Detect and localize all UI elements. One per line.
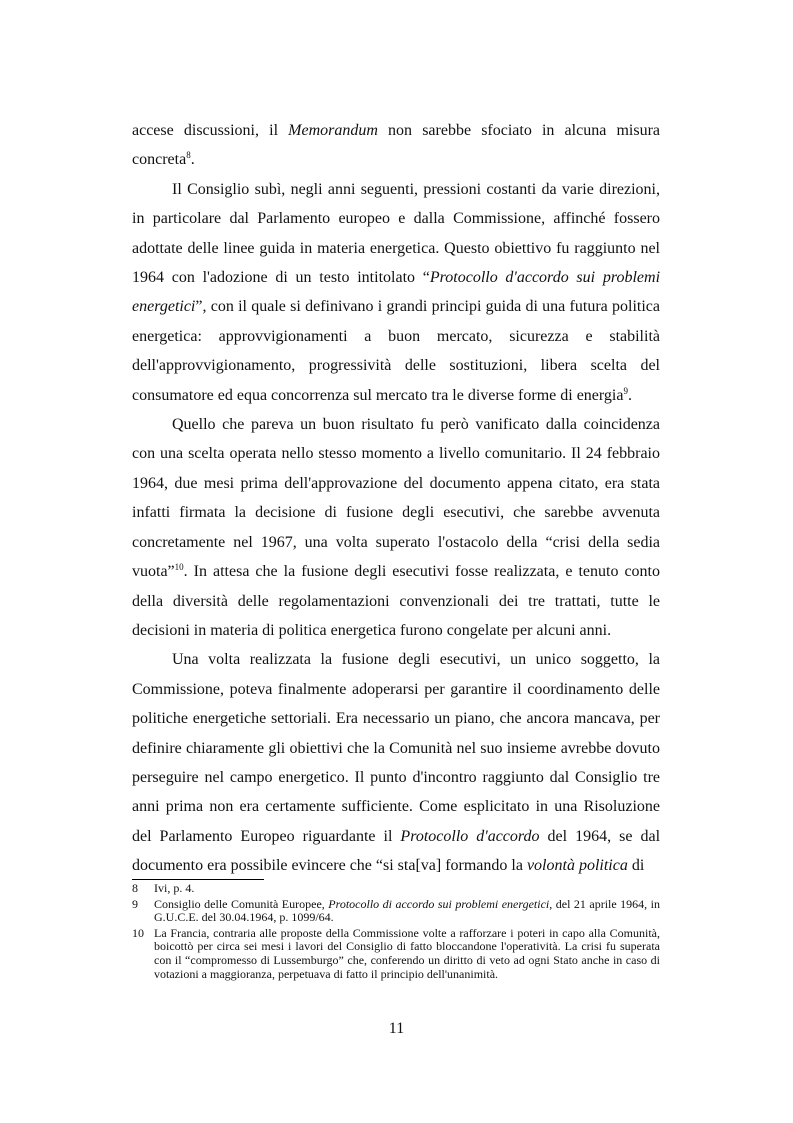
footnote-text: Consiglio delle Comunità Europee, Protocollo di accordo sui problemi energetici, del 21 aprile 1964, in G.U.C.E. del 30.04.1964, p. 1099/64. [154,896,661,925]
footnote-separator [132,879,264,880]
paragraph-1: accese discussioni, il Memorandum non sarebbe sfociato in alcuna misura concreta$^8$. [132,122,660,169]
body-text [132,116,660,881]
footnote-8 [132,882,660,896]
paragraph-4: Una volta realizzata la fusione degli esecutivi, un unico soggetto, la Commissione, poteva finalmente adoperarsi per garantire il coordinamento delle politiche energetiche settoriali. Era necessario un piano, che ancora mancava, per definire chiaramente gli obiettivi che la Comunità nel suo insieme avrebbe dovuto perseguire nel campo energetico. Il punto d'incontro raggiunto dal Consiglio tre anni prima non era certamente sufficiente. Come esplicitato in una Risoluzione del Parlamento Europeo riguardante il Protocollo d'accordo del 1964, se dal documento era possibile evincere che “si sta[va] formando la volontà politica di [132,651,661,875]
footnote-ref-10[interactable]: 10 [174,562,184,573]
footnotes [132,882,660,983]
footnote-text: La Francia, contraria alle proposte della Commissione volte a rafforzare i poteri in capo alla Comunità, boicottò per circa sei mesi i lavori del Consiglio di fatto bloccandone l'operatività. La crisi fu superata con il “compromesso di Lussemburgo” che, conferendo un diritto di veto ad ogni Stato anche in caso di votazioni a maggioranza, perpetuava di fatto il principio dell'unanimità. [154,925,660,981]
footnote-ref-8[interactable]: 8 [186,150,191,161]
footnote-number: 9 [132,896,138,911]
footnote-10 [132,927,660,981]
paragraph-3: Quello che pareva un buon risultato fu però vanificato dalla coincidenza con una scelta operata nello stesso momento a livello comunitario. Il 24 febbraio 1964, due mesi prima dell'approvazione del documento appena citato, era stata infatti firmata la decisione di fusione degli esecutivi, che sarebbe avvenuta concretamente nel 1967, una volta superato l'ostacolo della “crisi della sedia vuota”$^{10}$. In attesa che la fusione degli esecutivi fosse realizzata, e tenuto conto della diversità delle regolamentazioni convenzionali dei tre trattati, tutte le decisioni in materia di politica energetica furono congelate per alcuni anni. [132,416,660,639]
footnote-text: Ivi, p. 4. [154,881,195,895]
footnote-9 [132,898,660,925]
footnote-number: 8 [132,881,138,895]
page-number: 11 [388,1020,405,1037]
footnote-number: 10 [132,925,144,940]
paragraph-2: Il Consiglio subì, negli anni seguenti, pressioni costanti da varie direzioni, in particolare dal Parlamento europeo e dalla Commissione, affinché fossero adottate delle linee guida in materia energetica. Questo obiettivo fu raggiunto nel 1964 con l'adozione di un testo intitolato “Protocollo d'accordo sui problemi energetici”, con il quale si definivano i grandi principi guida di una futura politica energetica: approvvigionamenti a buon mercato, sicurezza e stabilità dell'approvvigionamento, progressività delle sostituzioni, libera scelta del consumatore ed equa concorrenza sul mercato tra le diverse forme di energia$^9$. [132,180,661,404]
footnote-ref-9[interactable]: 9 [623,385,628,396]
